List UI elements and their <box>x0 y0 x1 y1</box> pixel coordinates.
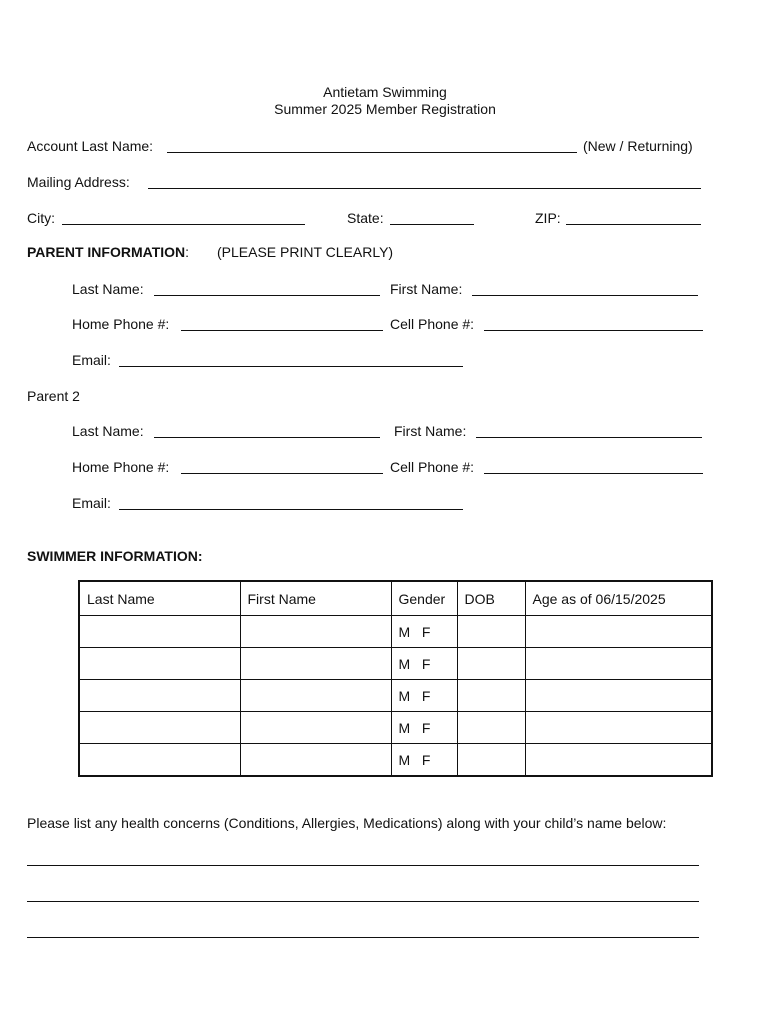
swimmer-first-name-cell[interactable] <box>240 712 391 744</box>
swimmer-last-name-cell[interactable] <box>79 712 240 744</box>
col-gender: Gender <box>391 581 457 616</box>
health-concerns-prompt: Please list any health concerns (Conditions, Allergies, Medications) along with your child’s name below: <box>27 815 667 831</box>
state-label: State: <box>347 210 384 226</box>
col-dob: DOB <box>457 581 525 616</box>
parent1-first-name-label: First Name: <box>390 281 463 297</box>
parent-info-heading <box>27 245 189 259</box>
swimmer-info-heading: SWIMMER INFORMATION: <box>27 548 203 564</box>
mailing-address-field[interactable] <box>148 188 701 189</box>
account-last-name-label: Account Last Name: <box>27 138 154 154</box>
table-row <box>79 616 712 648</box>
swimmer-dob-cell[interactable] <box>457 744 525 777</box>
swimmer-gender-cell[interactable] <box>391 744 457 777</box>
swimmer-table-header <box>79 581 712 616</box>
print-clearly-note: (PLEASE PRINT CLEARLY) <box>217 244 394 260</box>
swimmer-age-cell[interactable] <box>525 744 712 777</box>
swimmer-dob-cell[interactable] <box>457 616 525 648</box>
parent2-cell-phone-field[interactable] <box>484 473 703 474</box>
parent1-home-phone-label: Home Phone #: <box>72 316 170 332</box>
parent1-last-name-field[interactable] <box>154 295 380 296</box>
parent1-email-field[interactable] <box>119 366 463 367</box>
parent1-home-phone-field[interactable] <box>181 330 383 331</box>
swimmer-first-name-cell[interactable] <box>240 648 391 680</box>
table-row <box>79 648 712 680</box>
table-row <box>79 744 712 777</box>
swimmer-last-name-cell[interactable] <box>79 680 240 712</box>
gender-options: M F <box>398 655 431 672</box>
parent2-home-phone-field[interactable] <box>181 473 383 474</box>
state-field[interactable] <box>390 224 474 225</box>
swimmer-age-cell[interactable] <box>525 680 712 712</box>
swimmer-age-cell[interactable] <box>525 616 712 648</box>
gender-options: M F <box>398 751 431 768</box>
gender-options: M F <box>398 719 431 736</box>
parent1-first-name-field[interactable] <box>472 295 698 296</box>
health-concerns-line-2[interactable] <box>27 901 699 902</box>
swimmer-first-name-cell[interactable] <box>240 616 391 648</box>
org-name: Antietam Swimming <box>323 84 447 100</box>
city-field[interactable] <box>62 224 305 225</box>
form-title: Summer 2025 Member Registration <box>274 101 496 117</box>
parent-info-heading-text: PARENT INFORMATION <box>27 244 186 260</box>
gender-options: M F <box>398 623 431 640</box>
health-concerns-line-1[interactable] <box>27 865 699 866</box>
swimmer-dob-cell[interactable] <box>457 712 525 744</box>
swimmer-table <box>78 580 713 777</box>
parent2-first-name-label: First Name: <box>394 423 467 439</box>
swimmer-age-cell[interactable] <box>525 648 712 680</box>
col-first-name: First Name <box>240 581 391 616</box>
col-age: Age as of 06/15/2025 <box>525 581 712 616</box>
swimmer-first-name-cell[interactable] <box>240 744 391 777</box>
gender-options: M F <box>398 687 431 704</box>
swimmer-last-name-cell[interactable] <box>79 744 240 777</box>
swimmer-gender-cell[interactable] <box>391 648 457 680</box>
swimmer-gender-cell[interactable] <box>391 712 457 744</box>
parent2-cell-phone-label: Cell Phone #: <box>390 459 475 475</box>
swimmer-gender-cell[interactable] <box>391 616 457 648</box>
parent2-last-name-label: Last Name: <box>72 423 144 439</box>
swimmer-first-name-cell[interactable] <box>240 680 391 712</box>
parent2-email-label: Email: <box>72 495 111 511</box>
parent1-cell-phone-field[interactable] <box>484 330 703 331</box>
parent2-last-name-field[interactable] <box>154 437 380 438</box>
col-last-name: Last Name <box>79 581 240 616</box>
parent1-last-name-label: Last Name: <box>72 281 144 297</box>
zip-label: ZIP: <box>535 210 561 226</box>
account-last-name-field[interactable] <box>167 152 577 153</box>
new-returning-label: (New / Returning) <box>583 138 693 154</box>
swimmer-dob-cell[interactable] <box>457 648 525 680</box>
parent2-first-name-field[interactable] <box>476 437 702 438</box>
parent1-cell-phone-label: Cell Phone #: <box>390 316 475 332</box>
parent2-heading: Parent 2 <box>27 388 80 404</box>
swimmer-age-cell[interactable] <box>525 712 712 744</box>
table-row <box>79 712 712 744</box>
health-concerns-line-3[interactable] <box>27 937 699 938</box>
swimmer-last-name-cell[interactable] <box>79 648 240 680</box>
parent-info-heading-colon: : <box>185 244 190 260</box>
table-row <box>79 680 712 712</box>
mailing-address-label: Mailing Address: <box>27 174 130 190</box>
city-label: City: <box>27 210 55 226</box>
swimmer-last-name-cell[interactable] <box>79 616 240 648</box>
zip-field[interactable] <box>566 224 701 225</box>
parent1-email-label: Email: <box>72 352 111 368</box>
swimmer-dob-cell[interactable] <box>457 680 525 712</box>
parent2-home-phone-label: Home Phone #: <box>72 459 170 475</box>
parent2-email-field[interactable] <box>119 509 463 510</box>
swimmer-gender-cell[interactable] <box>391 680 457 712</box>
